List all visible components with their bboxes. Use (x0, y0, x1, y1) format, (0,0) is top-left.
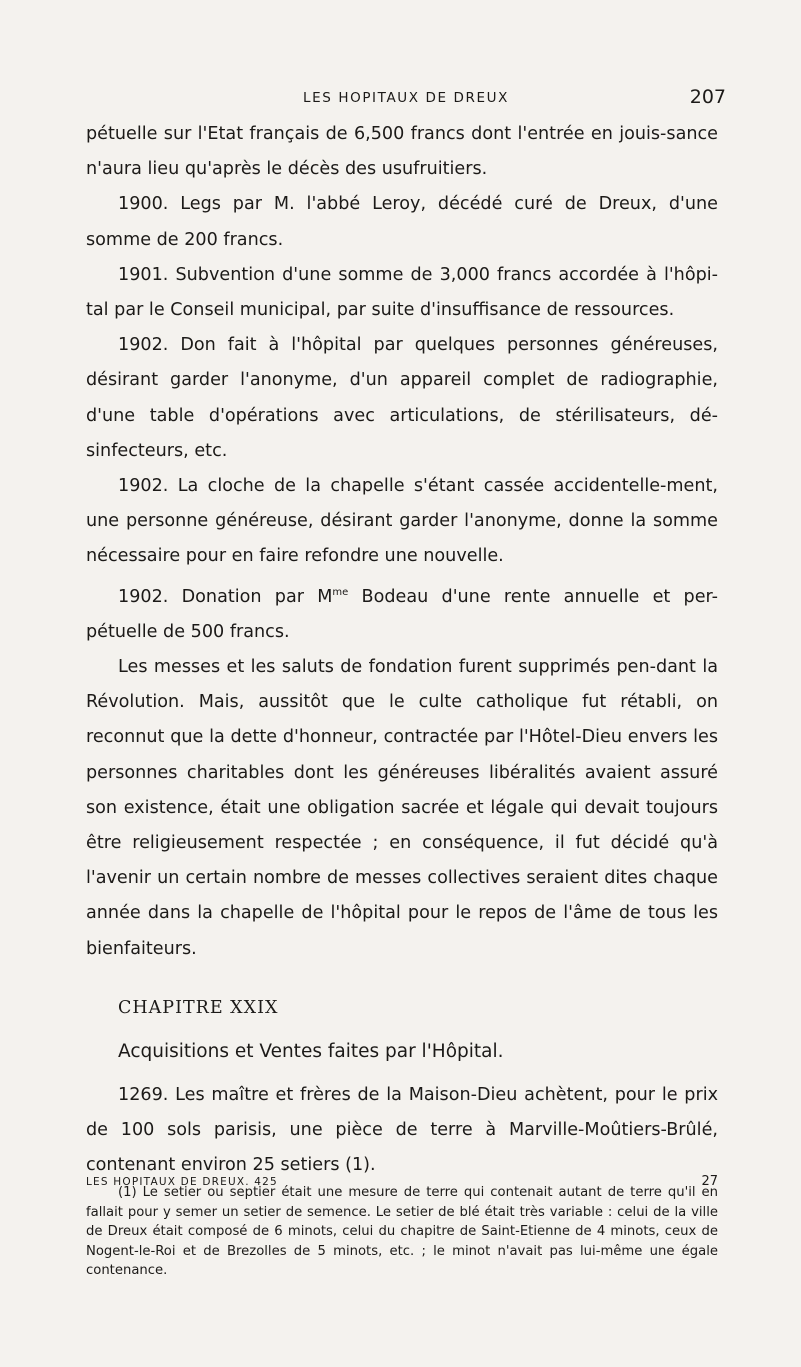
paragraph-continuation: pétuelle sur l'Etat français de 6,500 francs dont l'entrée en jouis-sance n'aura lieu qu'après le décès des usufruitiers. (86, 124, 718, 180)
signature-number: 27 (701, 1174, 718, 1189)
donation-superscript: me (332, 586, 349, 598)
paragraph-messes: Les messes et les saluts de fondation furent supprimés pen-dant la Révolution. Mais, aussitôt que le culte catholique fut rétabli, on reconnut que la dette d'honneur, contractée par l'Hôtel-Dieu envers les personnes charitables dont les généreuses libéralités avaient assuré son existence, était une obligation sacrée et légale qui devait toujours être religieusement respectée ; en conséquence, il fut décidé qu'à l'avenir un certain nombre de messes collectives seraient dites chaque année dans la chapelle de l'hôpital pour le repos de l'âme de tous les bienfaiteurs. (86, 656, 718, 959)
paragraph-1902-cloche: 1902. La cloche de la chapelle s'étant cassée accidentelle-ment, une personne généreuse, désirant garder l'anonyme, donne la somme nécessaire pour en faire refondre une nouvelle. (86, 476, 718, 567)
paragraph-1901: 1901. Subvention d'une somme de 3,000 francs accordée à l'hôpi-tal par le Conseil municipal, par suite d'insuffisance de ressources. (86, 264, 718, 321)
signature-label: LES HOPITAUX DE DREUX. 425 (86, 1176, 278, 1188)
donation-text-before: 1902. Donation par M (118, 586, 333, 607)
paragraph-1902-donation (86, 575, 718, 650)
running-head (86, 86, 726, 110)
running-title: LES HOPITAUX DE DREUX (303, 90, 509, 106)
paragraph-1269: 1269. Les maître et frères de la Maison-Dieu achètent, pour le prix de 100 sols parisis, une pièce de terre à Marville-Moûtiers-Brûlé, contenant environ 25 setiers (1). (86, 1084, 718, 1176)
paragraph-1900: 1900. Legs par M. l'abbé Leroy, décédé curé de Dreux, d'une somme de 200 francs. (86, 194, 718, 250)
body-text (86, 117, 718, 1281)
chapter-subtitle: Acquisitions et Ventes faites par l'Hôpital. (118, 1040, 504, 1062)
chapter-heading: CHAPITRE XXIX (118, 997, 279, 1018)
footnote: (1) Le setier ou septier était une mesure de terre qui contenait autant de terre qu'il en fallait pour y semer un setier de semence. Le setier de blé était très variable : celui de la ville de Dreux était composé de 6 minots, celui du chapitre de Saint-Etienne de 4 minots, ceux de Nogent-le-Roi et de Brezolles de 5 minots, etc. ; le minot n'avait pas lui-même une égale contenance. (86, 1185, 718, 1279)
signature-line (86, 1176, 718, 1198)
paragraph-1902-radiographie: 1902. Don fait à l'hôpital par quelques personnes généreuses, désirant garder l'anonyme, d'un appareil complet de radiographie, d'une table d'opérations avec articulations, de stérilisateurs, dé-sinfecteurs, etc. (86, 335, 718, 461)
donation-text-after: Bodeau d'une rente annuelle et per-pétuelle de 500 francs. (86, 586, 718, 642)
page-number: 207 (689, 86, 726, 108)
